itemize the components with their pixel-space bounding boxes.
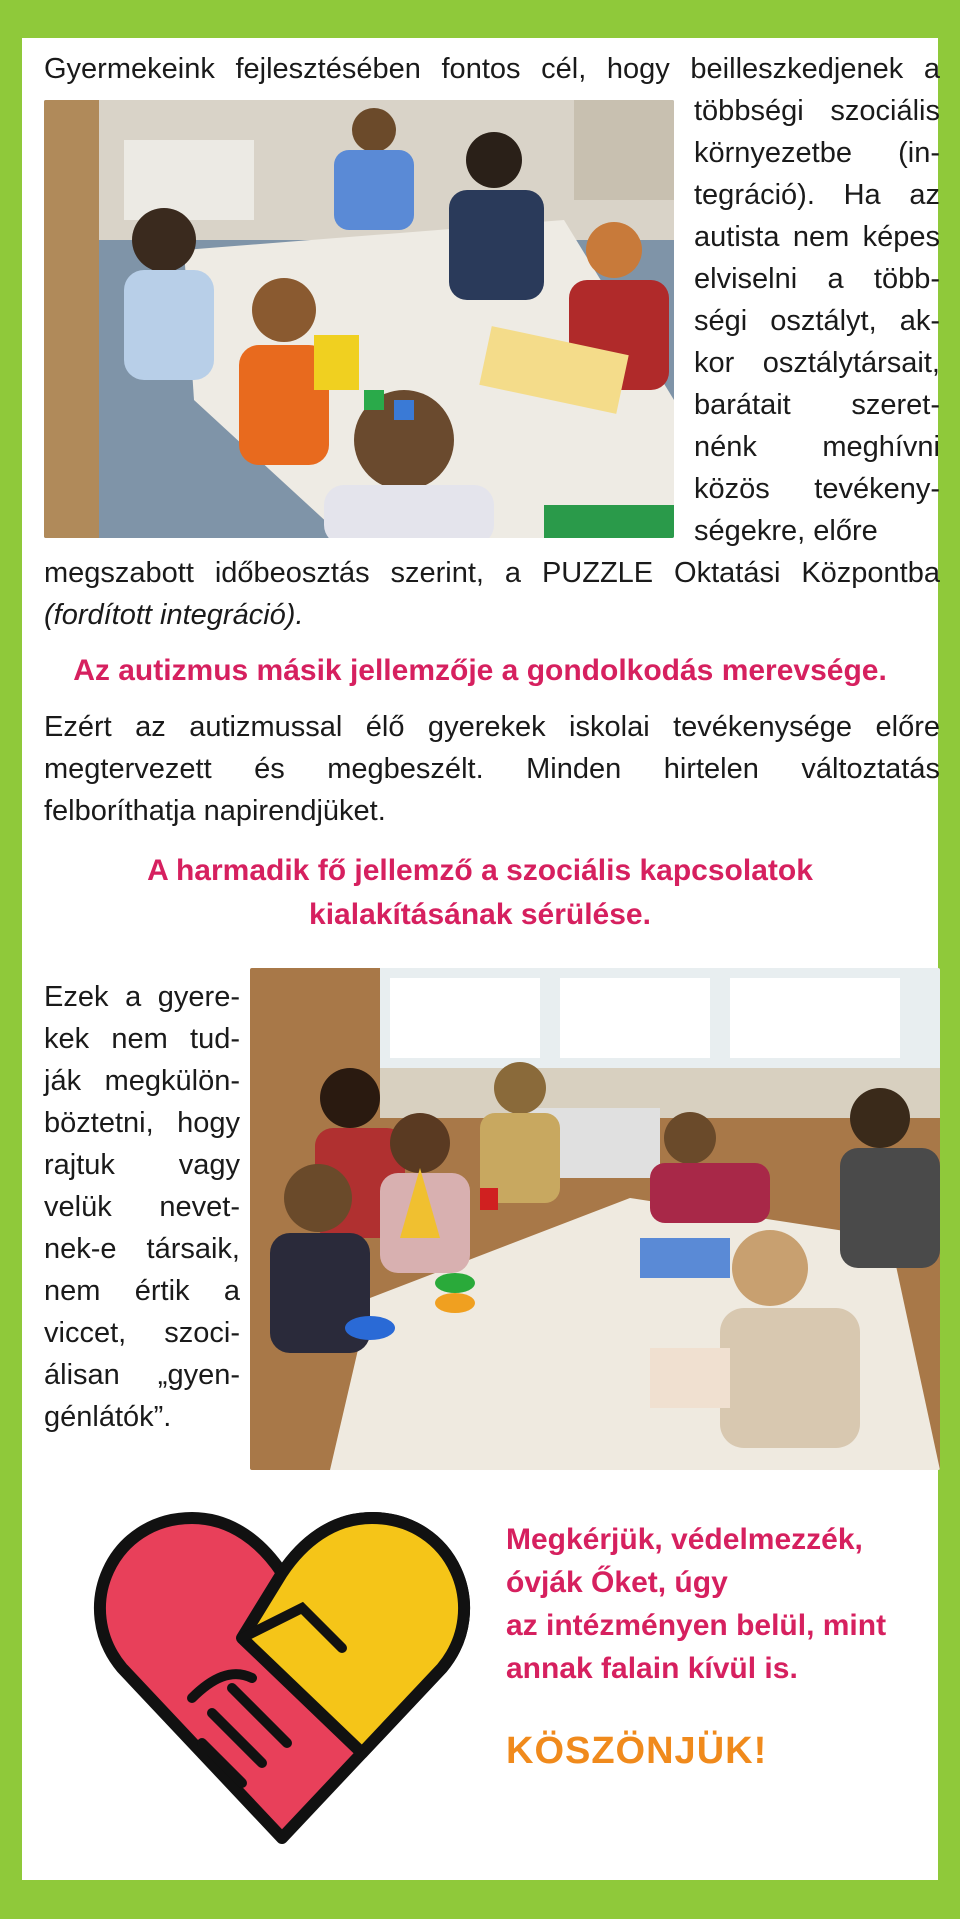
side-line: elviselni a több- — [694, 263, 940, 295]
leaflet-page — [22, 38, 938, 1880]
side-line: többségi szociális — [694, 95, 940, 127]
closing-line: az intézményen belül, mint — [506, 1609, 887, 1642]
side-line: ségi osztályt, ak- — [694, 305, 940, 337]
children-at-table-photo — [44, 100, 674, 538]
side-line: nénk meghívni — [694, 431, 940, 463]
paragraph1-line1: Gyermekeink fejlesztésében fontos cél, hogy beilleszkedjenek a — [44, 53, 940, 85]
paragraph3-line: nek-e társaik, — [44, 1233, 240, 1265]
side-line: környezetbe (in- — [694, 137, 940, 169]
heading-social-line2: kialakításának sérülése. — [309, 898, 651, 931]
closing-block — [506, 1518, 926, 1773]
paragraph3-line: nem értik a — [44, 1275, 240, 1307]
heading-rigidity: Az autizmus másik jellemzője a gondolkodás merevsége. — [73, 654, 887, 687]
side-line: autista nem képes — [694, 221, 940, 253]
closing-line: óvják Őket, úgy — [506, 1566, 728, 1599]
side-line: tegráció). Ha az — [694, 179, 940, 211]
paragraph1-tail-line: megszabott időbeosztás szerint, a PUZZLE Oktatási Központba — [44, 557, 940, 589]
paragraph1-italic: (fordított integráció). — [44, 599, 304, 631]
side-line: közös tevékeny- — [694, 473, 940, 505]
closing-line: annak falain kívül is. — [506, 1652, 798, 1685]
paragraph3-line: Ezek a gyere- — [44, 981, 240, 1013]
closing-line: Megkérjük, védelmezzék, — [506, 1523, 863, 1556]
paragraph2-line: Ezért az autizmussal élő gyerekek iskolai tevékenysége előre — [44, 711, 940, 743]
heart-handshake-logo — [92, 1498, 472, 1848]
paragraph2-line: felboríthatja napirendjüket. — [44, 795, 386, 827]
side-line: ségekre, előre — [694, 515, 878, 547]
paragraph3-column — [44, 976, 240, 1438]
paragraph1-side-column — [694, 90, 940, 552]
thanks-text: KÖSZÖNJÜK! — [506, 1730, 768, 1772]
paragraph3-line: rajtuk vagy — [44, 1149, 240, 1181]
paragraph3-line: böztetni, hogy — [44, 1107, 240, 1139]
paragraph2-line: megtervezett és megbeszélt. Minden hirtelen változtatás — [44, 753, 940, 785]
children-playing-photo — [250, 968, 940, 1470]
side-line: barátait szeret- — [694, 389, 940, 421]
side-line: kor osztálytársait, — [694, 347, 940, 379]
paragraph3-line: génlátók”. — [44, 1401, 172, 1433]
paragraph3-line: álisan „gyen- — [44, 1359, 240, 1391]
heading-social-line1: A harmadik fő jellemző a szociális kapcsolatok — [147, 854, 813, 887]
paragraph3-line: kek nem tud- — [44, 1023, 240, 1055]
paragraph3-line: viccet, szoci- — [44, 1317, 240, 1349]
paragraph3-line: ják megkülön- — [44, 1065, 240, 1097]
paragraph3-line: velük nevet- — [44, 1191, 240, 1223]
